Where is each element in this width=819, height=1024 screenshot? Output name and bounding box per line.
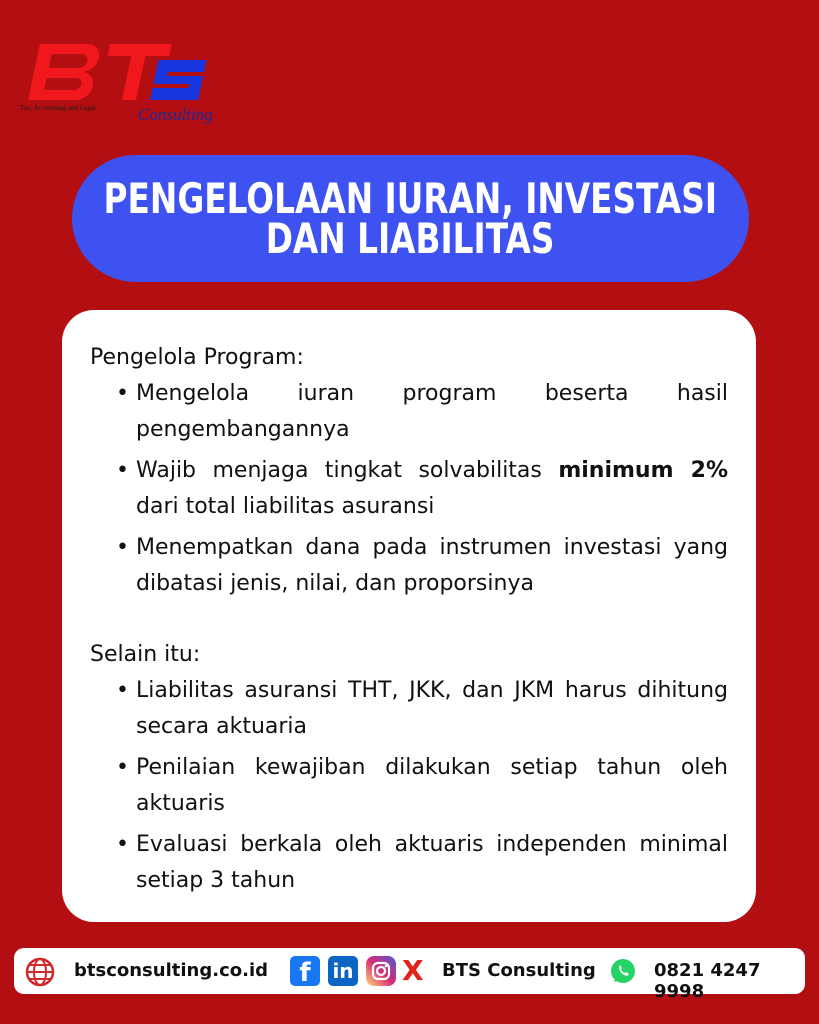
list-item: • Liabilitas asuransi THT, JKK, dan JKM harus dihitung secara aktuaria (90, 673, 728, 745)
instagram-icon[interactable] (366, 956, 396, 986)
title-line-2: DAN LIABILITAS (266, 213, 555, 263)
whatsapp-icon[interactable] (608, 956, 638, 991)
facebook-icon[interactable]: f (290, 956, 320, 986)
linkedin-icon[interactable]: in (328, 956, 358, 986)
section-heading-selain: Selain itu: (90, 642, 201, 667)
bullet-list-pengelola (90, 376, 728, 602)
section-heading-pengelola: Pengelola Program: (90, 345, 304, 370)
content-card (62, 310, 756, 922)
phone-number[interactable]: 0821 4247 9998 (654, 960, 761, 1002)
title-line-1: PENGELOLAAN IURAN, INVESTASI (103, 173, 718, 223)
list-item: • Wajib menjaga tingkat solvabilitas minimum 2% dari total liabilitas asuransi (90, 453, 728, 525)
logo-subtitle: Consulting (138, 105, 213, 124)
bts-logo (14, 34, 224, 130)
footer-bar (14, 948, 805, 1002)
list-item: • Evaluasi berkala oleh aktuaris independen minimal setiap 3 tahun (90, 827, 728, 899)
highlight-minimum: minimum 2% (558, 458, 729, 483)
website-link[interactable]: btsconsulting.co.id (74, 960, 268, 981)
bullet-icon: • (116, 755, 129, 780)
bullet-icon: • (116, 535, 129, 560)
bullet-list-selain (90, 673, 728, 899)
title-banner (72, 155, 749, 282)
bullet-icon: • (116, 832, 129, 857)
logo-tagline: Tax, Accounting and Legal (20, 104, 96, 112)
x-icon[interactable]: X (402, 954, 424, 987)
globe-icon (24, 956, 56, 993)
bullet-icon: • (116, 458, 129, 483)
list-item: • Penilaian kewajiban dilakukan setiap tahun oleh aktuaris (90, 750, 728, 822)
list-item: • Mengelola iuran program beserta hasil pengembangannya (90, 376, 728, 448)
bullet-icon: • (116, 678, 129, 703)
list-item: • Menempatkan dana pada instrumen investasi yang dibatasi jenis, nilai, dan proporsinya (90, 530, 728, 602)
bullet-icon: • (116, 381, 129, 406)
brand-name: BTS Consulting (442, 960, 596, 981)
